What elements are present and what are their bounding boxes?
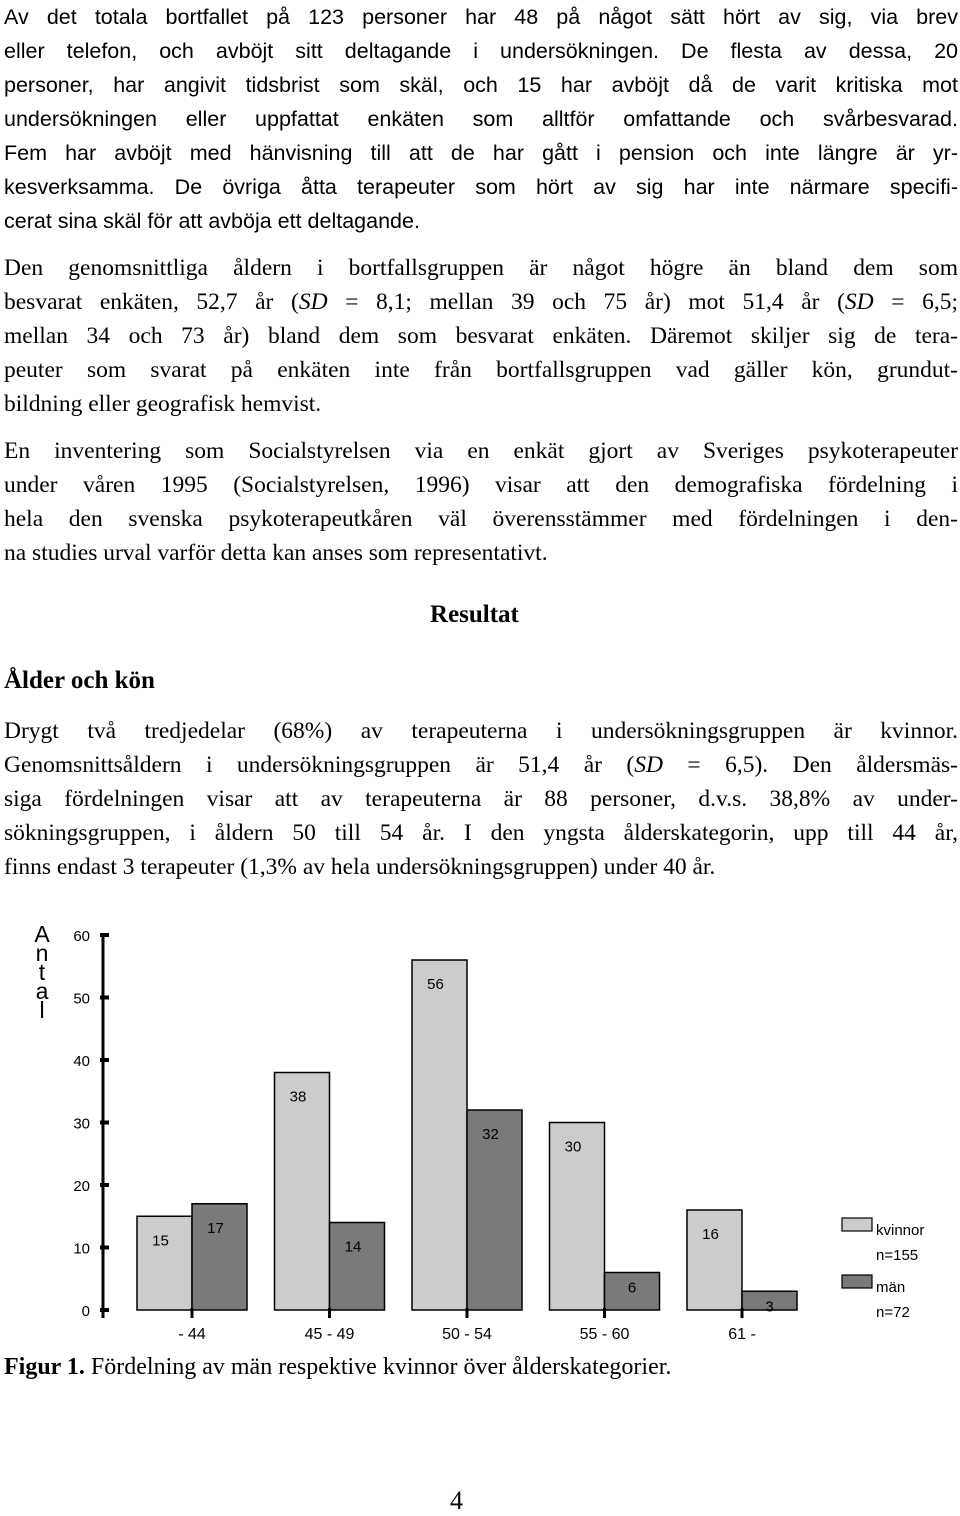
text-line: under våren 1995 (Socialstyrelsen, 1996) visar att den demografiska fördelning i — [4, 472, 958, 498]
bar-value-label: 6 — [627, 1279, 637, 1297]
bar-value-label: 3 — [765, 1298, 774, 1316]
text-segment: Drygt två tredjedelar (68%) av terapeuterna i undersökningsgruppen är kvinnor. — [4, 718, 958, 744]
legend-label: kvinnor — [876, 1222, 925, 1239]
legend-swatch-män — [842, 1275, 872, 1288]
text-segment: finns endast 3 terapeuter (1,3% av hela undersökningsgruppen) under 40 år. — [4, 854, 716, 880]
y-axis-label-letter: t — [38, 959, 46, 985]
bar-kvinnor — [275, 1073, 330, 1311]
x-category-label: 50 - 54 — [442, 1326, 492, 1343]
text-segment: peuter som svarat på enkäten inte från bortfallsgruppen vad gäller kön, grundut- — [4, 357, 958, 383]
text-line — [4, 319, 958, 353]
text-line: personer, har angivit tidsbrist som skäl, och 15 har avböjt då de varit kritiska mot — [4, 73, 958, 97]
text-line — [4, 387, 958, 421]
bar-kvinnor — [412, 960, 467, 1310]
text-segment: = 6,5; — [873, 289, 958, 315]
figure-caption — [4, 1354, 671, 1381]
text-line: na studies urval varför detta kan anses som representativt. — [4, 540, 548, 566]
figure-caption-text: Fördelning av män respektive kvinnor över ålderskategorier. — [84, 1354, 672, 1380]
bar-value-label: 38 — [289, 1088, 307, 1106]
text-segment: Den genomsnittliga åldern i bortfallsgruppen är något högre än bland dem som — [4, 255, 958, 281]
text-line — [4, 748, 958, 782]
page-number: 4 — [450, 1486, 463, 1515]
paragraph-inventering — [4, 434, 958, 570]
text-line: Av det totala bortfallet på 123 personer har 48 på något sätt hört av sig, via brev — [4, 5, 958, 29]
y-tick-label: 10 — [73, 1240, 90, 1258]
text-segment: = 6,5). Den åldersmäs- — [662, 752, 958, 778]
paragraph-bortfall — [4, 0, 958, 238]
text-segment: mellan 34 och 73 år) bland dem som besvarat enkäten. Däremot skiljer sig de tera- — [4, 323, 958, 349]
bar-kvinnor — [137, 1216, 192, 1310]
subsection-heading: Ålder och kön — [4, 667, 155, 694]
bar-value-label: 30 — [564, 1138, 582, 1156]
x-category-label: 45 - 49 — [304, 1326, 355, 1343]
bar-value-label: 15 — [152, 1232, 169, 1250]
bar-value-label: 56 — [427, 976, 444, 993]
x-category-label: 55 - 60 — [579, 1326, 630, 1343]
bar-value-label: 32 — [482, 1126, 499, 1143]
legend-label: män — [876, 1279, 906, 1296]
text-line: Fem har avböjt med hänvisning till att de har gått i pension och inte längre är yr- — [4, 141, 958, 165]
y-tick-label: 40 — [73, 1053, 90, 1070]
legend-count: n=155 — [876, 1247, 919, 1264]
x-category-label: 61 - — [728, 1326, 756, 1343]
y-axis-label-letter: A — [34, 921, 50, 947]
bar-value-label: 17 — [207, 1219, 224, 1237]
section-heading: Resultat — [430, 601, 519, 628]
text-segment: sökningsgruppen, i åldern 50 till 54 år. I den yngsta ålderskategorin, upp till 44 år, — [4, 820, 958, 846]
text-segment: bildning eller geografisk hemvist. — [4, 391, 322, 417]
bar-chart — [0, 920, 960, 1350]
italic-symbol: SD — [634, 752, 663, 778]
paragraph-resultat — [4, 714, 958, 884]
y-tick-label: 30 — [73, 1115, 90, 1133]
y-tick-label: 0 — [81, 1303, 90, 1320]
bar-män — [330, 1223, 385, 1311]
bar-value-label: 14 — [344, 1238, 362, 1256]
text-segment: besvarat enkäten, 52,7 år ( — [4, 289, 299, 315]
text-segment: Genomsnittsåldern i undersökningsgruppen är 51,4 år ( — [4, 752, 635, 778]
text-line: undersökningen eller uppfattat enkäten som alltför omfattande och svårbesvarad. — [4, 107, 958, 131]
y-axis-label-letter: n — [35, 940, 49, 966]
y-axis-label-letter: l — [39, 997, 45, 1023]
text-line — [4, 714, 958, 748]
legend-count: n=72 — [876, 1304, 910, 1321]
bar-kvinnor — [687, 1210, 742, 1310]
figure-label: Figur 1. — [4, 1354, 85, 1380]
text-line — [4, 285, 958, 319]
x-category-label: - 44 — [178, 1326, 206, 1343]
y-tick-label: 60 — [73, 928, 90, 945]
y-tick-label: 20 — [73, 1178, 90, 1195]
text-line — [4, 850, 958, 884]
italic-symbol: SD — [844, 289, 874, 315]
text-line — [4, 782, 958, 816]
text-line: En inventering som Socialstyrelsen via en enkät gjort av Sveriges psykoterapeuter — [4, 438, 958, 464]
paragraph-alder-bortfall — [4, 251, 958, 421]
y-tick-label: 50 — [73, 990, 90, 1008]
text-line: eller telefon, och avböjt sitt deltagande i undersökningen. De flesta av dessa, 20 — [4, 39, 958, 63]
text-line: cerat sina skäl för att avböja ett deltagande. — [4, 209, 420, 233]
legend-swatch-kvinnor — [842, 1218, 872, 1231]
text-line — [4, 816, 958, 850]
text-line: hela den svenska psykoterapeutkåren väl överensstämmer med fördelningen i den- — [4, 506, 958, 532]
text-line: kesverksamma. De övriga åtta terapeuter som hört av sig har inte närmare specifi- — [4, 175, 958, 199]
y-axis-label-letter: a — [35, 978, 49, 1004]
italic-symbol: SD — [298, 289, 328, 315]
bar-value-label: 16 — [702, 1226, 719, 1243]
text-line — [4, 353, 958, 387]
text-segment: = 8,1; mellan 39 och 75 år) mot 51,4 år ( — [327, 289, 845, 315]
text-line — [4, 251, 958, 285]
text-segment: siga fördelningen visar att av terapeuterna är 88 personer, d.v.s. 38,8% av under- — [4, 786, 958, 812]
